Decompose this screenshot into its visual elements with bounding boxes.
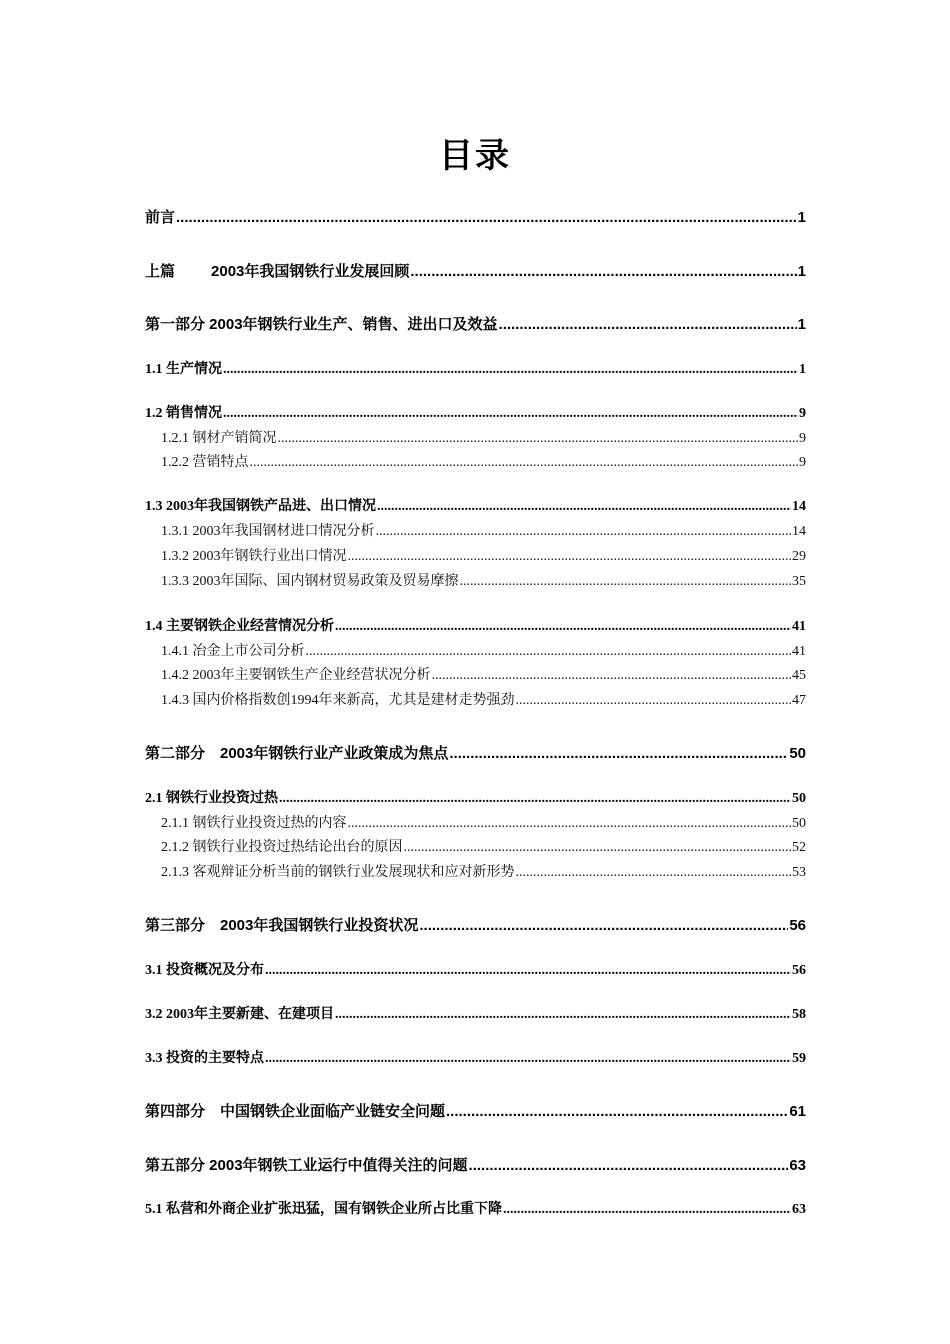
- dot-leader: [432, 668, 792, 684]
- dot-leader: [446, 1103, 788, 1120]
- toc-entry-3-1[interactable]: [145, 959, 806, 979]
- toc-entry-2-1-1[interactable]: [161, 812, 806, 832]
- toc-entry-page: 14: [792, 524, 806, 539]
- toc-entry-page: 52: [792, 840, 806, 855]
- toc-title: 目录: [439, 137, 511, 175]
- toc-entry-label: 1.3.1 2003年我国钢材进口情况分析: [161, 524, 375, 539]
- toc-entry-page: 58: [792, 1007, 806, 1022]
- toc-entry-label: 第一部分 2003年钢铁行业生产、销售、进出口及效益: [145, 316, 498, 333]
- toc-entry-1-3-2[interactable]: [161, 545, 806, 565]
- toc-entry-1-1[interactable]: [145, 358, 806, 378]
- toc-entry-label: 2.1.3 客观辩证分析当前的钢铁行业发展现状和应对新形势: [161, 865, 515, 880]
- toc-entry-page: 50: [789, 745, 806, 762]
- dot-leader: [348, 549, 792, 565]
- toc-entry-label: 3.1 投资概况及分布: [145, 963, 264, 978]
- dot-leader: [419, 917, 788, 934]
- toc-entry-label: 第二部分 2003年钢铁行业产业政策成为焦点: [145, 745, 449, 762]
- toc-entry-page: 59: [792, 1051, 806, 1066]
- toc-entry-label: 上篇 2003年我国钢铁行业发展回顾: [145, 263, 410, 280]
- toc-entry-3-2[interactable]: [145, 1003, 806, 1023]
- toc-entry-page: 56: [792, 963, 806, 978]
- dot-leader: [306, 644, 792, 660]
- toc-entry-page: 56: [789, 917, 806, 934]
- toc-entry-part-3[interactable]: [145, 914, 806, 935]
- toc-entry-page: 61: [789, 1103, 806, 1120]
- toc-entry-page: 1: [799, 362, 806, 377]
- toc-entry-label: 前言: [145, 209, 176, 226]
- toc-entry-5-1[interactable]: [145, 1198, 806, 1218]
- toc-entry-label: 1.4.1 冶金上市公司分析: [161, 644, 305, 659]
- dot-leader: [335, 1007, 791, 1023]
- toc-entry-page: 14: [792, 499, 806, 514]
- toc-entry-label: 1.3.3 2003年国际、国内钢材贸易政策及贸易摩擦: [161, 574, 459, 589]
- toc-entry-preface[interactable]: [145, 206, 806, 227]
- toc-entry-page: 41: [792, 644, 806, 659]
- dot-leader: [250, 455, 799, 471]
- toc-entry-part-5[interactable]: [145, 1154, 806, 1175]
- dot-leader: [279, 791, 791, 807]
- dot-leader: [460, 574, 792, 590]
- toc-entry-page: 41: [792, 619, 806, 634]
- toc-entry-page: 53: [792, 865, 806, 880]
- toc-entry-page: 47: [792, 693, 806, 708]
- dot-leader: [265, 1051, 791, 1067]
- toc-entry-2-1-3[interactable]: [161, 861, 806, 881]
- toc-entry-label: 2.1.1 钢铁行业投资过热的内容: [161, 816, 347, 831]
- toc-entry-page: 63: [789, 1157, 806, 1174]
- toc-entry-label: 2.1.2 钢铁行业投资过热结论出台的原因: [161, 840, 403, 855]
- toc-entry-1-2-2[interactable]: [161, 451, 806, 471]
- toc-entry-1-4-2[interactable]: [161, 664, 806, 684]
- toc-entry-label: 1.3.2 2003年钢铁行业出口情况: [161, 549, 347, 564]
- toc-entry-1-2-1[interactable]: [161, 427, 806, 447]
- dot-leader: [516, 865, 792, 881]
- toc-entry-page: 9: [799, 406, 806, 421]
- toc-entry-label: 1.4.3 国内价格指数创1994年来新高，尤其是建材走势强劲: [161, 693, 515, 708]
- toc-entry-label: 1.2.1 钢材产销简况: [161, 431, 277, 446]
- dot-leader: [376, 524, 792, 540]
- dot-leader: [176, 209, 797, 226]
- toc-entry-2-1[interactable]: [145, 787, 806, 807]
- toc-entry-label: 2.1 钢铁行业投资过热: [145, 791, 278, 806]
- toc-entry-page: 50: [792, 816, 806, 831]
- toc-entry-2-1-2[interactable]: [161, 836, 806, 856]
- toc-entry-page: 9: [799, 431, 806, 446]
- toc-entry-label: 1.3 2003年我国钢铁产品进、出口情况: [145, 499, 376, 514]
- toc-entry-page: 45: [792, 668, 806, 683]
- toc-entry-label: 第三部分 2003年我国钢铁行业投资状况: [145, 917, 419, 934]
- toc-entry-page: 1: [797, 263, 806, 280]
- toc-entry-part-1[interactable]: [145, 313, 806, 334]
- toc-entry-label: 3.3 投资的主要特点: [145, 1051, 264, 1066]
- toc-entry-1-4-3[interactable]: [161, 689, 806, 709]
- toc-entry-1-3[interactable]: [145, 495, 806, 515]
- toc-entry-label: 1.4.2 2003年主要钢铁生产企业经营状况分析: [161, 668, 431, 683]
- toc-entry-3-3[interactable]: [145, 1047, 806, 1067]
- toc-entry-label: 第四部分 中国钢铁企业面临产业链安全问题: [145, 1103, 446, 1120]
- toc-entry-1-3-3[interactable]: [161, 570, 806, 590]
- toc-entry-part-upper[interactable]: [145, 260, 806, 281]
- dot-leader: [410, 263, 796, 280]
- toc-entry-prefix: 上篇: [145, 263, 176, 280]
- toc-entry-label: 1.2 销售情况: [145, 406, 222, 421]
- toc-entry-page: 29: [792, 549, 806, 564]
- dot-leader: [223, 406, 798, 422]
- dot-leader: [348, 816, 792, 832]
- dot-leader: [404, 840, 792, 856]
- toc-entry-page: 35: [792, 574, 806, 589]
- toc-entry-1-2[interactable]: [145, 402, 806, 422]
- dot-leader: [223, 362, 798, 378]
- toc-entry-page: 1: [797, 316, 806, 333]
- toc-entry-part-4[interactable]: [145, 1100, 806, 1121]
- toc-entry-page: 9: [799, 455, 806, 470]
- toc-entry-label: 1.1 生产情况: [145, 362, 222, 377]
- toc-entry-1-4-1[interactable]: [161, 640, 806, 660]
- dot-leader: [335, 619, 791, 635]
- dot-leader: [499, 316, 797, 333]
- toc-entry-label: 1.4 主要钢铁企业经营情况分析: [145, 619, 334, 634]
- dot-leader: [516, 693, 792, 709]
- toc-entry-part-2[interactable]: [145, 742, 806, 763]
- toc-entry-label: 5.1 私营和外商企业扩张迅猛，国有钢铁企业所占比重下降: [145, 1202, 502, 1217]
- dot-leader: [503, 1202, 791, 1218]
- toc-entry-1-4[interactable]: [145, 615, 806, 635]
- dot-leader: [265, 963, 791, 979]
- dot-leader: [377, 499, 791, 515]
- dot-leader: [449, 745, 788, 762]
- toc-entry-label: 第五部分 2003年钢铁工业运行中值得关注的问题: [145, 1157, 468, 1174]
- toc-entry-1-3-1[interactable]: [161, 520, 806, 540]
- toc-entry-label: 3.2 2003年主要新建、在建项目: [145, 1007, 334, 1022]
- toc-entry-page: 1: [797, 209, 806, 226]
- dot-leader: [469, 1157, 789, 1174]
- dot-leader: [278, 431, 799, 447]
- toc-entry-page: 50: [792, 791, 806, 806]
- toc-entry-page: 63: [792, 1202, 806, 1217]
- toc-entry-label: 1.2.2 营销特点: [161, 455, 249, 470]
